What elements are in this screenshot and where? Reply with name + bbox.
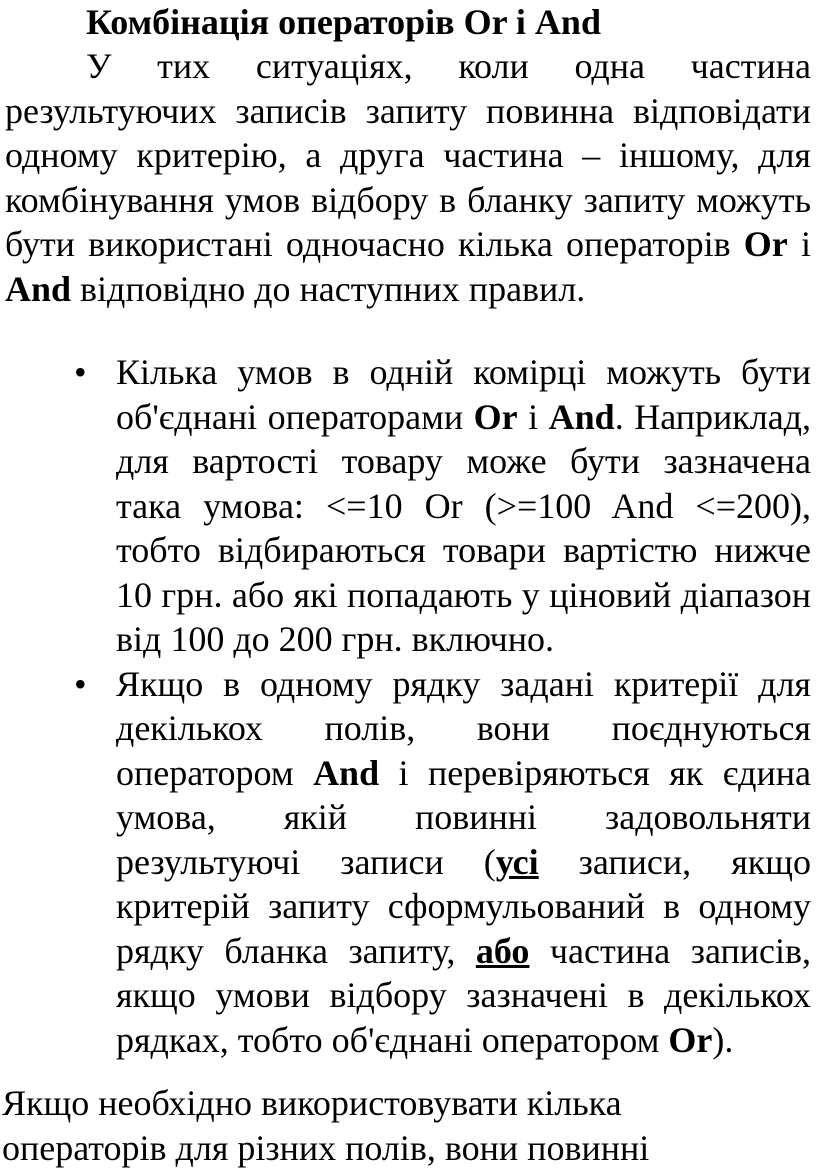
closing-paragraph: Якщо необхідно використовувати кілька операторів для різних полів, вони повинні xyxy=(2,1083,650,1168)
rule-2-text-3: записи, якщо критерій запиту сформульований в одному рядку бланка запиту, xyxy=(116,841,811,971)
operator-and: And xyxy=(5,268,72,309)
rule-2-text-4: частина записів, якщо умови відбору зазначені в декількох рядках, тобто об'єднані оператором xyxy=(116,930,811,1060)
section-title: Комбінація операторів Or і And xyxy=(86,2,601,42)
rules-list xyxy=(0,350,811,1062)
operator-or: Or xyxy=(743,224,788,264)
emphasis-all: усі xyxy=(495,841,539,882)
operator-or: Or xyxy=(473,396,518,437)
operator-or: Or xyxy=(668,1019,713,1060)
bullet-icon: • xyxy=(74,352,87,392)
rule-2-text-2: і перевіряються як єдина умова, якій повинні задовольняти результуючі записи ( xyxy=(116,752,811,882)
rule-1-text-2: і xyxy=(517,396,549,437)
rule-2-text-1: Якщо в одному рядку задані критерії для декількох полів, вони поєднуються оператором xyxy=(116,663,811,793)
rule-item-2 xyxy=(0,662,811,1063)
intro-text-2: і xyxy=(787,224,811,264)
operator-and: And xyxy=(548,396,615,437)
rule-1-text-3: . Наприклад, для вартості товару може бути зазначена така умова: <=10 Or (>=100 And <=200), тобто відбираються товари вартістю нижче 10 грн. або які попадають у ціновий діапазон від 100 до 200 грн. включно. xyxy=(116,396,811,659)
intro-text-1: У тих ситуаціях, коли одна частина результуючих записів запиту повинна відповідати одному критерію, а друга частина – іншому, для комбінування умов відбору в бланку запиту можуть бути використані одночасно кілька операторів xyxy=(5,46,811,264)
operator-and: And xyxy=(313,752,380,793)
rule-1-text-1: Кілька умов в одній комірці можуть бути об'єднані операторами xyxy=(116,352,811,437)
intro-paragraph xyxy=(5,44,811,311)
rule-2-text-5: ). xyxy=(712,1019,734,1060)
rule-item-1 xyxy=(0,350,811,662)
emphasis-or-word: або xyxy=(475,930,530,971)
bullet-icon: • xyxy=(74,663,87,704)
intro-text-3: відповідно до наступних правил. xyxy=(71,268,586,309)
